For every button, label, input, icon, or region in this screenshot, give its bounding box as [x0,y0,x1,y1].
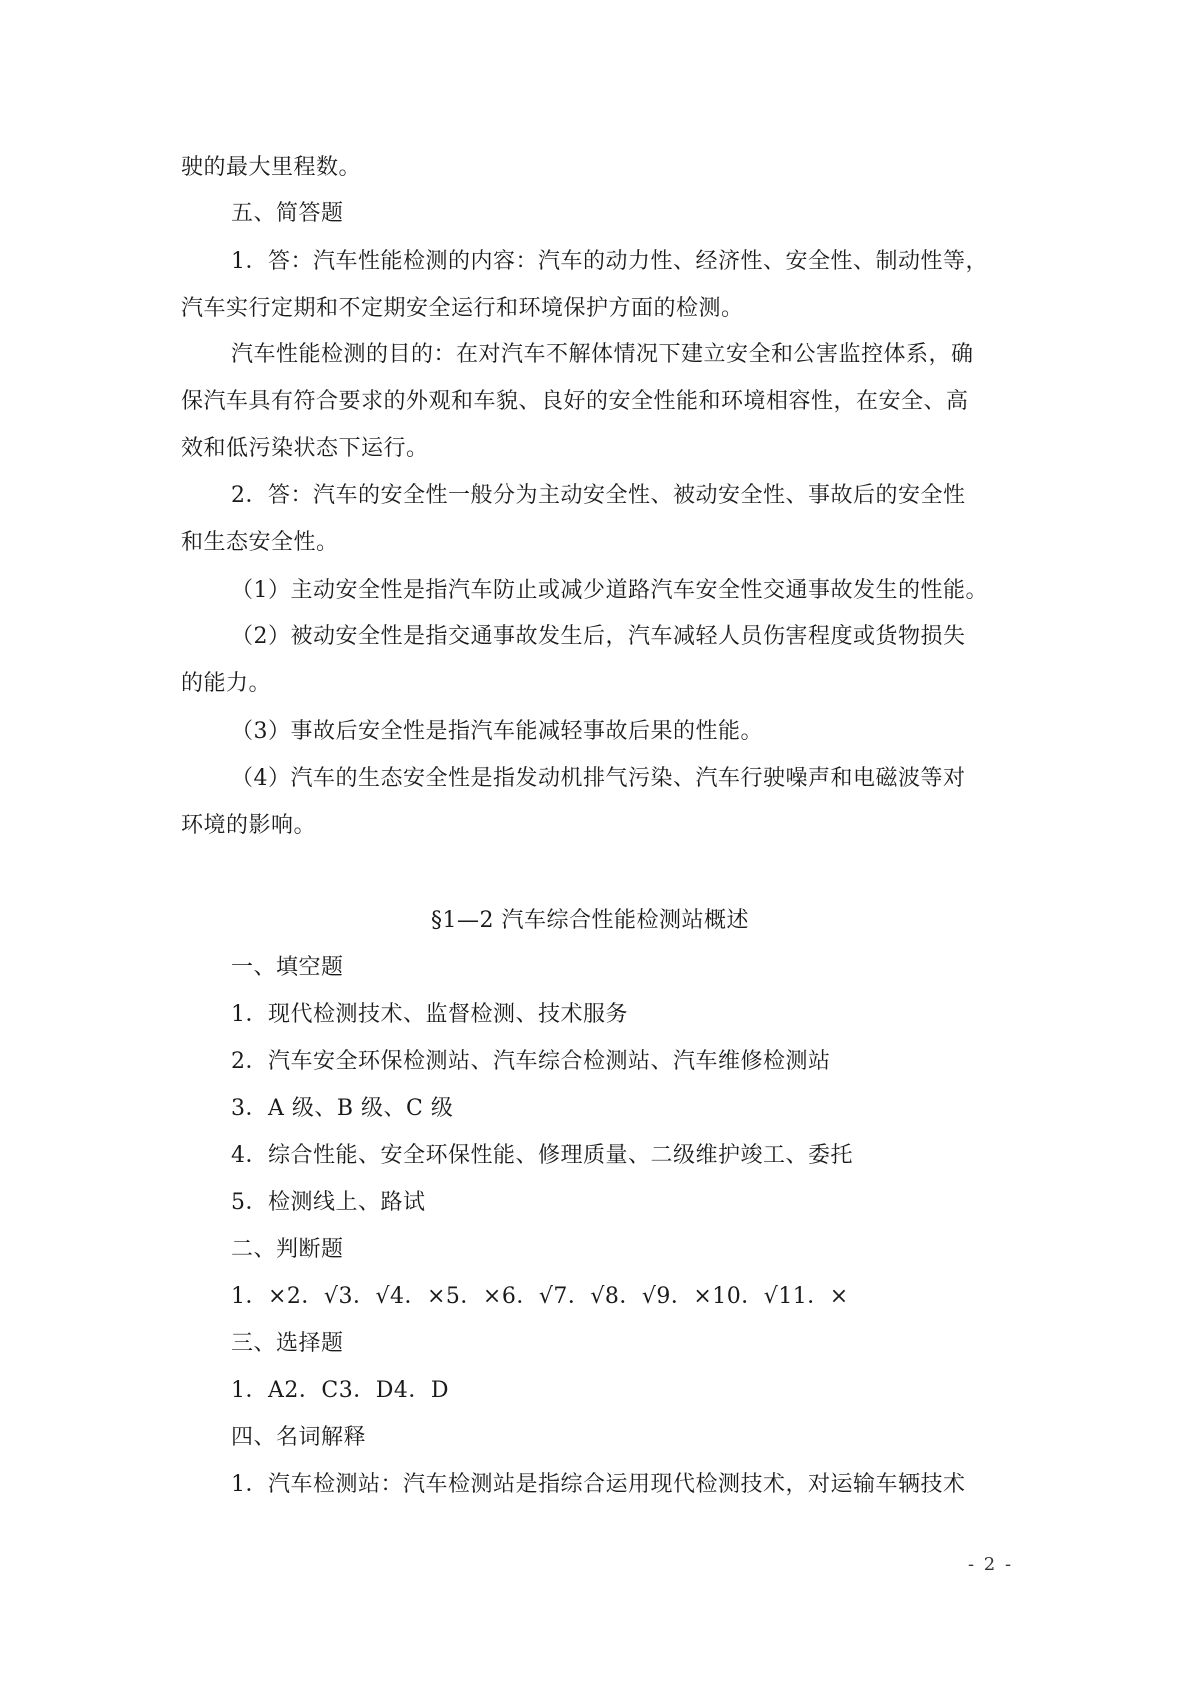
text-line: 汽车性能检测的目的：在对汽车不解体情况下建立安全和公害监控体系，确 [231,342,974,367]
answer-line: 1．×2．√3．√4．×5．×6．√7．√8．√9．×10．√11．× [231,1284,849,1309]
text-line: 环境的影响。 [181,813,317,838]
text-line: （2）被动安全性是指交通事故发生后，汽车减轻人员伤害程度或货物损失 [231,624,966,649]
chapter-title: §1—2 汽车综合性能检测站概述 [431,908,749,933]
answer-line: 5．检测线上、路试 [231,1190,426,1215]
text-line: 1．汽车检测站：汽车检测站是指综合运用现代检测技术，对运输车辆技术 [231,1472,966,1497]
text-line: 驶的最大里程数。 [181,155,362,180]
answer-line: 4．综合性能、安全环保性能、修理质量、二级维护竣工、委托 [231,1143,853,1168]
page-number: - 2 - [968,1554,1014,1575]
text-line: 和生态安全性。 [181,530,339,555]
section-heading: 五、简答题 [231,201,344,226]
text-line: 1．答：汽车性能检测的内容：汽车的动力性、经济性、安全性、制动性等， [231,249,988,274]
text-line: （3）事故后安全性是指汽车能减轻事故后果的性能。 [231,719,763,744]
section-heading: 三、选择题 [231,1331,344,1356]
answer-line: 3．A 级、B 级、C 级 [231,1096,454,1121]
section-heading: 四、名词解释 [231,1425,367,1450]
text-line: 2．答：汽车的安全性一般分为主动安全性、被动安全性、事故后的安全性 [231,483,966,508]
answer-line: 1．现代检测技术、监督检测、技术服务 [231,1002,628,1027]
text-line: 汽车实行定期和不定期安全运行和环境保护方面的检测。 [181,296,744,321]
section-heading: 一、填空题 [231,955,344,980]
text-line: 的能力。 [181,671,272,696]
text-line: （1）主动安全性是指汽车防止或减少道路汽车安全性交通事故发生的性能。 [231,578,988,603]
text-line: 保汽车具有符合要求的外观和车貌、良好的安全性能和环境相容性，在安全、高 [181,389,969,414]
answer-line: 2．汽车安全环保检测站、汽车综合检测站、汽车维修检测站 [231,1049,831,1074]
text-line: （4）汽车的生态安全性是指发动机排气污染、汽车行驶噪声和电磁波等对 [231,766,966,791]
answer-line: 1．A2．C3．D4．D [231,1378,449,1403]
section-heading: 二、判断题 [231,1237,344,1262]
text-line: 效和低污染状态下运行。 [181,436,429,461]
